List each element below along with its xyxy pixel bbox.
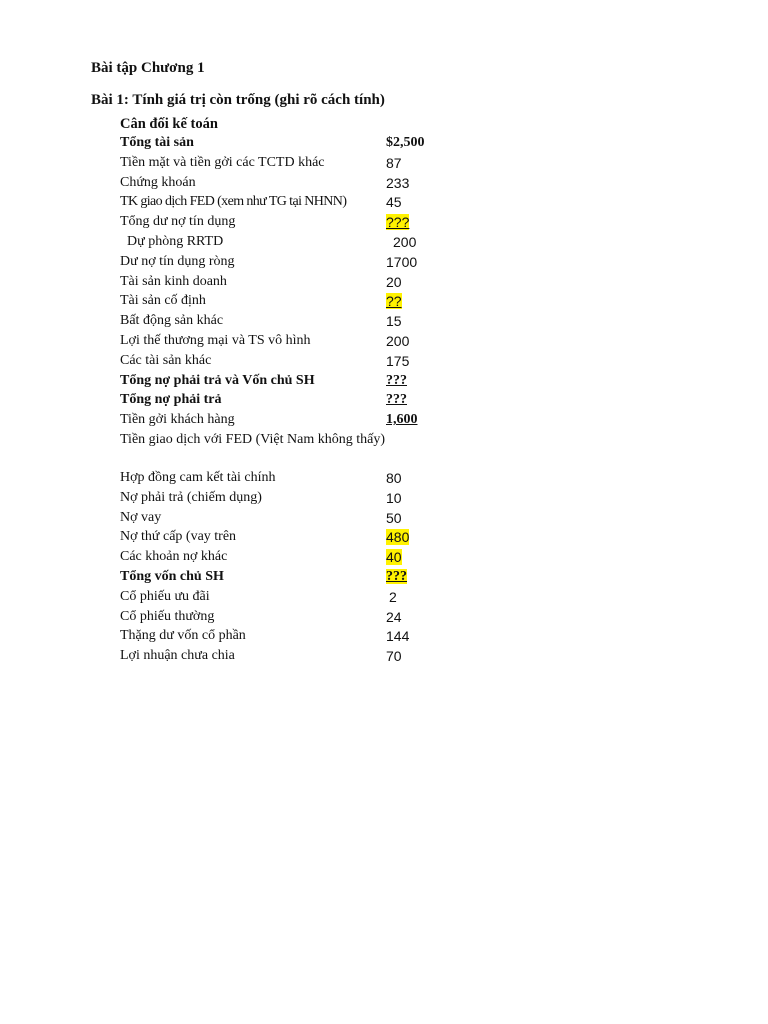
row-value: 15 [386, 313, 402, 330]
table-row [120, 647, 480, 667]
exercise-subtitle: Bài 1: Tính giá trị còn trống (ghi rõ cách tính) [91, 92, 385, 108]
row-value: 200 [393, 233, 417, 250]
table-row [120, 332, 480, 352]
table-row [120, 154, 480, 174]
row-value: 50 [386, 509, 402, 526]
table-row [120, 469, 480, 489]
row-label: Các khoản nợ khác [120, 549, 228, 565]
table-row [120, 391, 480, 411]
row-label: Nợ thứ cấp (vay trên [120, 529, 237, 545]
row-value: 200 [386, 332, 410, 349]
table-row [120, 253, 480, 273]
row-label: Tổng dư nợ tín dụng [120, 214, 236, 230]
row-label: Tiền mặt và tiền gởi các TCTD khác [120, 154, 325, 170]
table-row [120, 411, 480, 431]
row-label: Nợ phải trả (chiếm dụng) [120, 489, 262, 505]
table-row [120, 312, 480, 332]
row-value: 87 [386, 154, 402, 171]
row-value: ??? [386, 392, 407, 408]
row-value: ?? [386, 293, 402, 310]
row-label: Tổng nợ phải trả [120, 392, 222, 408]
document-title: Bài tập Chương 1 [91, 60, 205, 76]
row-label: Bất động sản khác [120, 313, 224, 329]
row-value: 70 [386, 648, 402, 665]
table-row [120, 292, 480, 312]
row-label: Tổng nợ phải trả và Vốn chủ SH [120, 372, 315, 388]
row-value: 80 [386, 469, 402, 486]
row-label: Dư nợ tín dụng ròng [120, 253, 235, 269]
row-value: 24 [386, 608, 402, 625]
row-label: Tổng tài sản [120, 135, 194, 150]
row-label: Chứng khoán [120, 174, 196, 190]
row-label: Hợp đồng cam kết tài chính [120, 469, 276, 485]
balance-sheet-heading: Cân đối kế toán [120, 116, 218, 132]
row-label: Các tài sản khác [120, 352, 212, 368]
row-label: Lợi nhuận chưa chia [120, 648, 235, 664]
table-row [120, 588, 480, 608]
row-value: 20 [386, 273, 402, 290]
table-row [120, 233, 480, 253]
table-row [120, 193, 480, 213]
row-value: ??? [386, 214, 410, 231]
table-row [120, 352, 480, 372]
row-value: ??? [386, 568, 407, 584]
row-value: 233 [386, 174, 410, 191]
table-row [120, 372, 480, 392]
row-value: 1,600 [386, 412, 418, 428]
row-value: 480 [386, 529, 410, 546]
row-label: Lợi thế thương mại và TS vô hình [120, 332, 311, 348]
table-row [120, 174, 480, 194]
table-row [120, 134, 480, 154]
row-value: $2,500 [386, 135, 425, 150]
table-row [120, 273, 480, 293]
table-row [120, 431, 480, 469]
row-label: Nợ vay [120, 509, 162, 525]
row-value: 45 [386, 194, 402, 211]
balance-sheet [120, 115, 480, 667]
table-row [120, 489, 480, 509]
row-value: 175 [386, 352, 410, 369]
row-value: 144 [386, 628, 410, 645]
table-row [120, 608, 480, 628]
row-label: TK giao dịch FED (xem như TG tại NHNN) [120, 194, 347, 210]
row-value: 1700 [386, 253, 418, 270]
table-row [120, 213, 480, 233]
row-label: Tài sản kinh doanh [120, 273, 227, 289]
row-label: Tiền giao dịch với FED (Việt Nam không thấy) [120, 431, 386, 447]
row-value: 40 [386, 549, 402, 566]
row-value: 10 [386, 489, 402, 506]
table-row [120, 568, 480, 588]
row-value: 2 [389, 588, 397, 605]
row-label: Tiền gởi khách hàng [120, 412, 235, 428]
row-label: Cổ phiếu thường [120, 608, 215, 624]
row-label: Dự phòng RRTD [127, 233, 224, 249]
table-row [120, 627, 480, 647]
table-row [120, 548, 480, 568]
table-row [120, 509, 480, 529]
table-row [120, 528, 480, 548]
row-label: Tổng vốn chủ SH [120, 568, 224, 584]
row-value: ??? [386, 372, 407, 388]
row-label: Thặng dư vốn cổ phần [120, 628, 246, 644]
row-label: Cổ phiếu ưu đãi [120, 588, 210, 604]
row-label: Tài sản cố định [120, 293, 206, 309]
